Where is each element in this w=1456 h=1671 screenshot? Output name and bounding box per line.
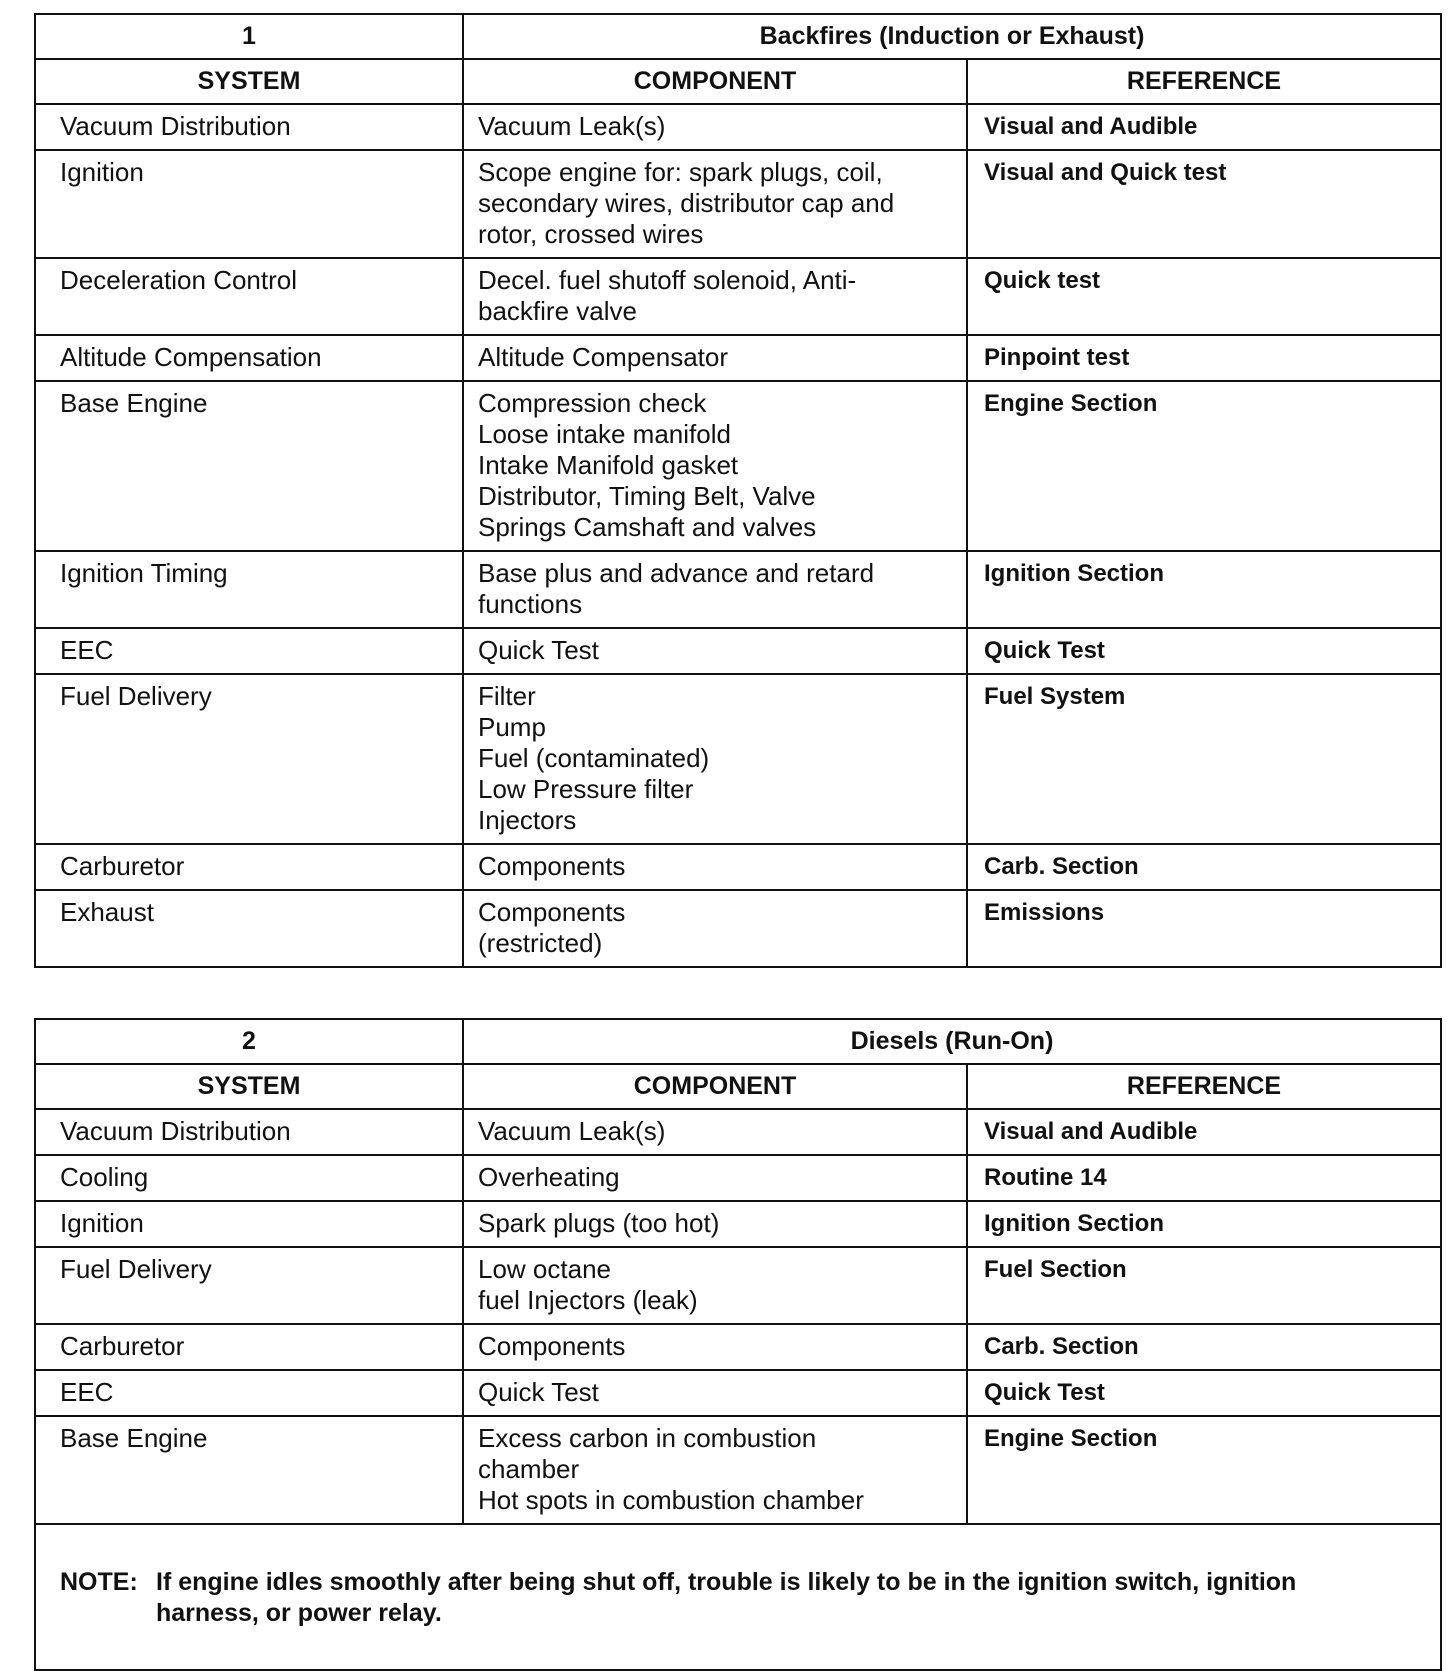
table-row <box>35 381 1441 551</box>
header-component: COMPONENT <box>463 1064 967 1109</box>
system-cell: Base Engine <box>35 381 463 551</box>
reference-cell: Engine Section <box>967 1416 1441 1524</box>
table-title-row <box>35 14 1441 59</box>
system-cell: Fuel Delivery <box>35 674 463 844</box>
component-cell: Compression check Loose intake manifold Intake Manifold gasket Distributor, Timing Belt, Valve Springs Camshaft and valves <box>463 381 967 551</box>
table-row <box>35 1247 1441 1324</box>
system-cell: Cooling <box>35 1155 463 1201</box>
table-row <box>35 890 1441 967</box>
table-row <box>35 1370 1441 1416</box>
reference-cell: Visual and Audible <box>967 1109 1441 1155</box>
note-cell <box>35 1524 1441 1670</box>
system-cell: Base Engine <box>35 1416 463 1524</box>
table-row <box>35 258 1441 335</box>
system-cell: Altitude Compensation <box>35 335 463 381</box>
table-row <box>35 1324 1441 1370</box>
table-row <box>35 628 1441 674</box>
system-cell: Vacuum Distribution <box>35 104 463 150</box>
component-cell: Components <box>463 1324 967 1370</box>
component-cell: Altitude Compensator <box>463 335 967 381</box>
component-cell: Low octane fuel Injectors (leak) <box>463 1247 967 1324</box>
note-row <box>35 1524 1441 1670</box>
header-system: SYSTEM <box>35 59 463 104</box>
component-cell: Excess carbon in combustion chamber Hot spots in combustion chamber <box>463 1416 967 1524</box>
component-cell: Overheating <box>463 1155 967 1201</box>
system-cell: Fuel Delivery <box>35 1247 463 1324</box>
system-cell: EEC <box>35 1370 463 1416</box>
header-system: SYSTEM <box>35 1064 463 1109</box>
reference-cell: Emissions <box>967 890 1441 967</box>
note-text: If engine idles smoothly after being shut off, trouble is likely to be in the ignition switch, ignition harness, or power relay. <box>156 1568 1297 1627</box>
column-header-row <box>35 1064 1441 1109</box>
component-cell: Scope engine for: spark plugs, coil, secondary wires, distributor cap and rotor, crossed wires <box>463 150 967 258</box>
table-title-row <box>35 1019 1441 1064</box>
table-row <box>35 104 1441 150</box>
component-cell: Vacuum Leak(s) <box>463 1109 967 1155</box>
table-number: 1 <box>35 14 463 59</box>
table-row <box>35 1201 1441 1247</box>
system-cell: Exhaust <box>35 890 463 967</box>
reference-cell: Fuel System <box>967 674 1441 844</box>
reference-cell: Quick test <box>967 258 1441 335</box>
reference-cell: Pinpoint test <box>967 335 1441 381</box>
system-cell: Deceleration Control <box>35 258 463 335</box>
table-row <box>35 551 1441 628</box>
component-cell: Components <box>463 844 967 890</box>
system-cell: Ignition <box>35 150 463 258</box>
system-cell: Carburetor <box>35 1324 463 1370</box>
header-reference: REFERENCE <box>967 59 1441 104</box>
reference-cell: Ignition Section <box>967 1201 1441 1247</box>
reference-cell: Visual and Audible <box>967 104 1441 150</box>
reference-cell: Engine Section <box>967 381 1441 551</box>
component-cell: Quick Test <box>463 1370 967 1416</box>
reference-cell: Quick Test <box>967 628 1441 674</box>
table-title: Backfires (Induction or Exhaust) <box>463 14 1441 59</box>
table-row <box>35 335 1441 381</box>
column-header-row <box>35 59 1441 104</box>
component-cell: Base plus and advance and retard functions <box>463 551 967 628</box>
component-cell: Components (restricted) <box>463 890 967 967</box>
reference-cell: Carb. Section <box>967 1324 1441 1370</box>
diesels-table <box>34 1018 1442 1671</box>
table-row <box>35 1109 1441 1155</box>
component-cell: Spark plugs (too hot) <box>463 1201 967 1247</box>
header-component: COMPONENT <box>463 59 967 104</box>
reference-cell: Ignition Section <box>967 551 1441 628</box>
component-cell: Filter Pump Fuel (contaminated) Low Pressure filter Injectors <box>463 674 967 844</box>
table-number: 2 <box>35 1019 463 1064</box>
component-cell: Quick Test <box>463 628 967 674</box>
system-cell: Carburetor <box>35 844 463 890</box>
component-cell: Decel. fuel shutoff solenoid, Anti- backfire valve <box>463 258 967 335</box>
system-cell: Ignition Timing <box>35 551 463 628</box>
table-title: Diesels (Run-On) <box>463 1019 1441 1064</box>
system-cell: EEC <box>35 628 463 674</box>
table-row <box>35 150 1441 258</box>
system-cell: Vacuum Distribution <box>35 1109 463 1155</box>
system-cell: Ignition <box>35 1201 463 1247</box>
reference-cell: Visual and Quick test <box>967 150 1441 258</box>
table-row <box>35 1155 1441 1201</box>
table-row <box>35 844 1441 890</box>
backfires-table <box>34 13 1442 968</box>
component-cell: Vacuum Leak(s) <box>463 104 967 150</box>
reference-cell: Quick Test <box>967 1370 1441 1416</box>
note-label: NOTE: <box>60 1568 138 1596</box>
header-reference: REFERENCE <box>967 1064 1441 1109</box>
table-row <box>35 1416 1441 1524</box>
reference-cell: Carb. Section <box>967 844 1441 890</box>
reference-cell: Routine 14 <box>967 1155 1441 1201</box>
reference-cell: Fuel Section <box>967 1247 1441 1324</box>
table-row <box>35 674 1441 844</box>
